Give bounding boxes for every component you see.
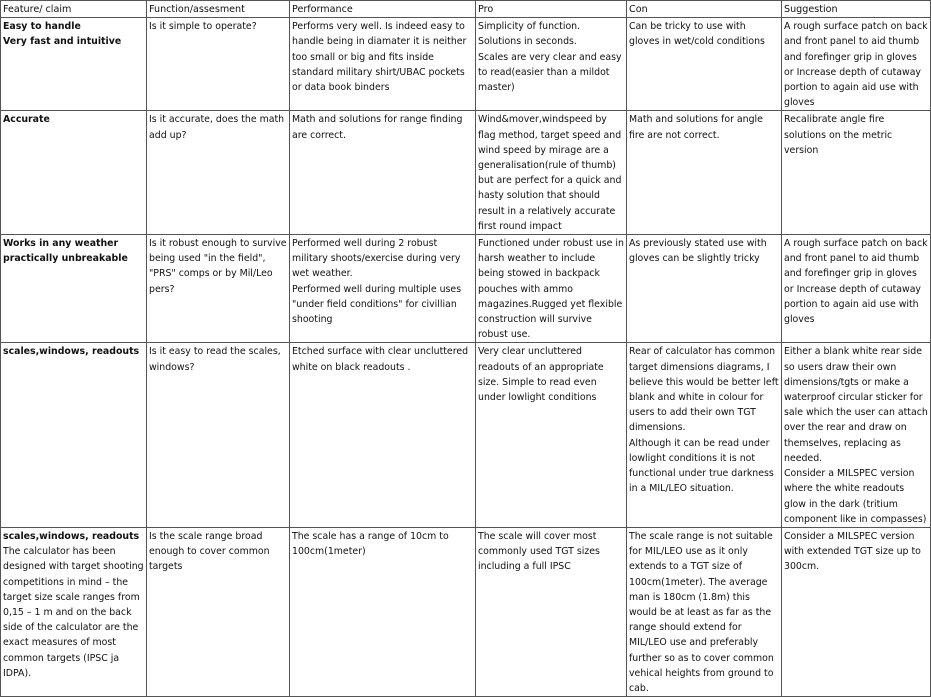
function-cell: Is it accurate, does the math add up?	[147, 111, 290, 235]
suggestion-text: Consider a MILSPEC version where the white readouts glow in the dark (tritium component like in compasses)	[784, 468, 927, 525]
con-cell	[627, 235, 782, 343]
feature-title: Very fast and intuitive	[3, 36, 122, 48]
performance-cell: The scale has a range of 10cm to 100cm(1meter)	[290, 527, 476, 696]
header-suggestion: Suggestion	[782, 1, 931, 18]
header-con: Con	[627, 1, 782, 18]
feature-cell	[1, 111, 147, 235]
pro-text: Solutions in seconds.	[478, 36, 577, 48]
pro-cell	[476, 527, 627, 696]
suggestion-text: Consider a MILSPEC version with extended TGT size up to 300cm.	[784, 530, 921, 573]
suggestion-cell	[782, 18, 931, 111]
header-feature: Feature/ claim	[1, 1, 147, 18]
table-row	[1, 527, 931, 696]
con-text: Although it can be read under lowlight conditions it is not functional under true darkness in a MIL/LEO situation.	[629, 437, 774, 495]
con-text: As previously stated use with gloves can be slightly tricky	[629, 238, 767, 265]
pro-cell	[476, 343, 627, 527]
feature-title: scales,windows, readouts	[3, 346, 140, 358]
pro-text: The scale will cover most commonly used TGT sizes including a full IPSC	[478, 530, 600, 573]
table-row	[1, 111, 931, 235]
con-cell	[627, 111, 782, 235]
header-pro: Pro	[476, 1, 627, 18]
suggestion-cell	[782, 343, 931, 527]
performance-text: Performed well during multiple uses "under field conditions" for civillian shooting	[292, 283, 462, 326]
performance-cell: Etched surface with clear uncluttered white on black readouts .	[290, 343, 476, 527]
suggestion-cell	[782, 235, 931, 343]
pro-cell	[476, 111, 627, 235]
suggestion-text: Recalibrate angle fire solutions on the metric version	[784, 114, 893, 156]
header-performance: Performance	[290, 1, 476, 18]
feature-cell	[1, 18, 147, 111]
pro-text: Very clear uncluttered readouts of an appropriate size. Simple to read even under lowlight conditions	[478, 346, 604, 404]
pro-text: Wind&mover,windspeed by flag method, target speed and wind speed by mirage are a generalisation(rule of thumb) but are perfect for a quick and hasty solution that should result in a relatively accurate first round impact	[478, 114, 622, 232]
feature-title: scales,windows, readouts	[3, 530, 140, 542]
feature-note: The calculator has been designed with target shooting competitions in mind – the target size scale ranges from 0,15 – 1 m and on the back side of the calculator are the exact measures of most common targets (IPSC ja IDPA).	[3, 546, 144, 679]
table-row	[1, 235, 931, 343]
suggestion-cell	[782, 111, 931, 235]
pro-cell	[476, 18, 627, 111]
feature-cell	[1, 527, 147, 696]
con-text: Math and solutions for angle fire are not correct.	[629, 114, 763, 141]
function-cell: Is it simple to operate?	[147, 18, 290, 111]
header-function: Function/assesment	[147, 1, 290, 18]
pro-cell	[476, 235, 627, 343]
pro-text: Simplicity of function.	[478, 21, 581, 33]
con-text: The scale range is not suitable for MIL/LEO use as it only extends to a TGT size of 100cm(1meter). The average man is 180cm (1.8m) this would be at least as far as the range should extend for MIL/LEO use and preferably further so as to cover common vehical heights from ground to cab.	[629, 530, 774, 694]
feature-cell	[1, 343, 147, 527]
suggestion-text: Either a blank white rear side so users draw their own dimensions/tgts or make a waterproof circular sticker for sale which the user can attach over the rear and draw on themselves, replacing as needed.	[784, 346, 928, 464]
feature-title: Easy to handle	[3, 21, 81, 33]
con-cell	[627, 527, 782, 696]
suggestion-text: A rough surface patch on back and front panel to aid thumb and forefinger grip in gloves or Increase depth of cutaway portion to again aid use with gloves	[784, 21, 928, 109]
feature-title: Works in any weather practically unbreakable	[3, 238, 128, 265]
function-cell: Is the scale range broad enough to cover common targets	[147, 527, 290, 696]
pro-text: Scales are very clear and easy to read(easier than a mildot master)	[478, 51, 622, 94]
suggestion-cell	[782, 527, 931, 696]
con-text: Can be tricky to use with gloves in wet/cold conditions	[629, 21, 765, 48]
table-row	[1, 18, 931, 111]
con-cell	[627, 18, 782, 111]
performance-cell	[290, 235, 476, 343]
function-cell: Is it robust enough to survive being used "in the field", "PRS" comps or by Mil/Leo pers?	[147, 235, 290, 343]
performance-cell: Math and solutions for range finding are correct.	[290, 111, 476, 235]
performance-text: Performed well during 2 robust military shoots/exercise during very wet weather.	[292, 238, 461, 280]
con-text: Rear of calculator has common target dimensions diagrams, I believe this would be better left blank and white in colour for users to add their own TGT dimensions.	[629, 346, 779, 434]
table-row	[1, 343, 931, 527]
pro-text: Functioned under robust use in harsh weather to include being stowed in backpack pouches with ammo magazines.Rugged yet flexible construction will survive robust use.	[478, 238, 624, 341]
header-row	[1, 1, 931, 18]
function-cell: Is it easy to read the scales, windows?	[147, 343, 290, 527]
feature-title: Accurate	[3, 114, 50, 126]
suggestion-text: A rough surface patch on back and front panel to aid thumb and forefinger grip in gloves or Increase depth of cutaway portion to again aid use with gloves	[784, 238, 928, 326]
performance-cell: Performs very well. Is indeed easy to handle being in diamater it is neither too small or big and fits inside standard military shirt/UBAC pockets or data book binders	[290, 18, 476, 111]
con-cell	[627, 343, 782, 527]
feature-cell	[1, 235, 147, 343]
